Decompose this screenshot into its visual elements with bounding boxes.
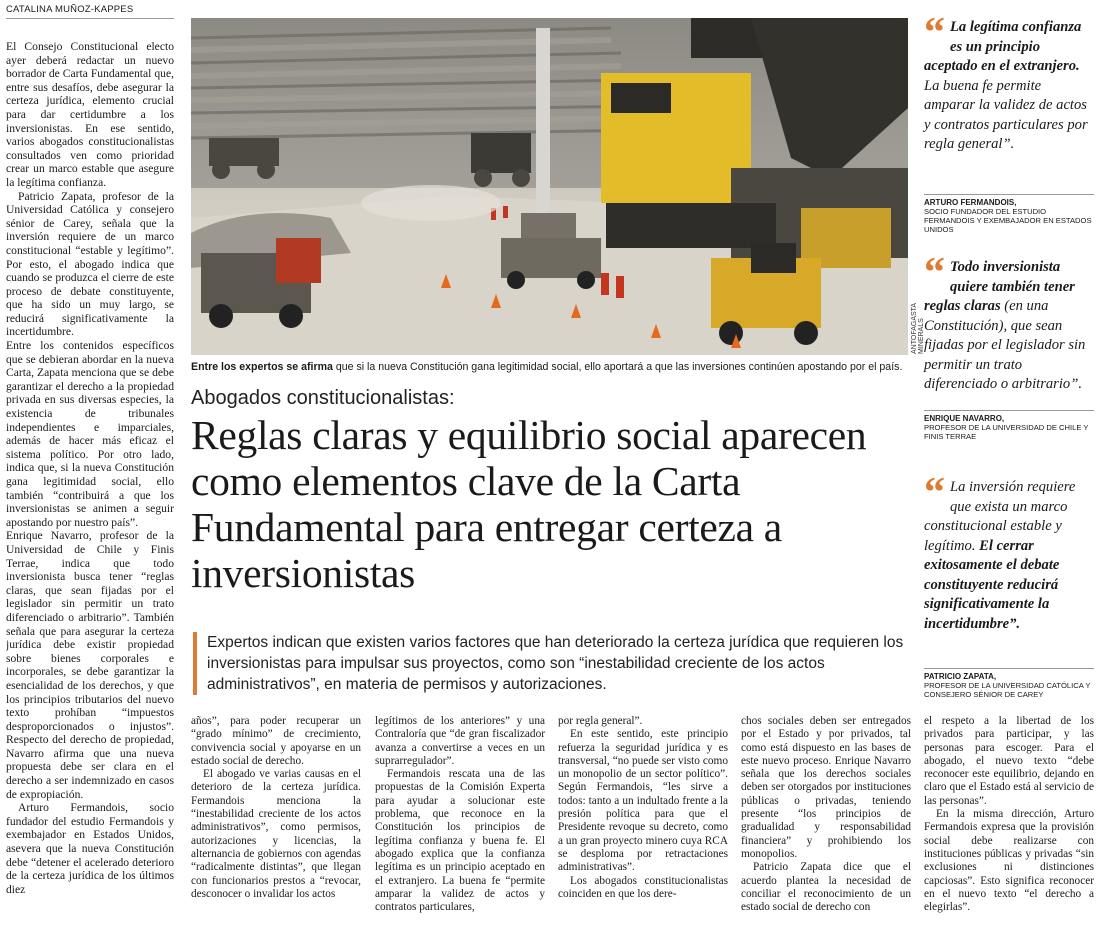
pull-quote bbox=[924, 470, 1094, 634]
quote-author: ARTURO FERMANDOIS, bbox=[924, 198, 1017, 207]
kicker: Abogados constitucionalistas: bbox=[191, 387, 455, 409]
paragraph: legítimos de los anteriores” y una Contraloría que “de gran fiscalizador avanza a convertirse a veces en un suprarregulador”. bbox=[375, 715, 545, 767]
photo-credit: ANTOFAGASTA MINERALS bbox=[911, 303, 925, 354]
paragraph: En este sentido, este principio refuerza la seguridad jurídica y es transversal, “no puede ser visto como un monopolio de un sector político”. Según Fermandois, “les sirve a todos: tanto a un indultado frente a la presión política para que el Presidente revoque su decreto, como a un gran proyecto minero cuya RCA se desploma por retractaciones administrativas”. bbox=[558, 728, 728, 874]
mining-photo bbox=[191, 18, 908, 355]
paragraph: por regla general”. bbox=[558, 715, 643, 727]
pull-quote bbox=[924, 250, 1094, 395]
quote-mark-icon: “ bbox=[924, 10, 945, 56]
quote-bold: La legítima confianza es un principio aceptado en el extranjero. bbox=[924, 19, 1082, 74]
paragraph: Arturo Fermandois, socio fundador del estudio Fermandois y exembajador en Estados Unidos, asevera que la nueva Constitución debe “detener el acelerado deterioro de la certeza jurídica de los últimos diez bbox=[6, 801, 174, 896]
paragraph: chos sociales deben ser entregados por el Estado y por privados, tal como está dispuesto en las bases de este nuevo proceso. Enrique Navarro señala que los derechos sociales deben ser otorgados por instituciones públicas o privadas, teniendo presente “los principios de gradualidad y responsabilidad financiera” y prohibiendo los monopolios. bbox=[741, 715, 911, 860]
quote-author-role: PROFESOR DE LA UNIVERSIDAD CATÓLICA Y CONSEJERO SÉNIOR DE CAREY bbox=[924, 681, 1091, 699]
quote-text: La inversión requiere que exista un marco constitucional estable y legítimo. bbox=[924, 479, 1076, 554]
paragraph: El Consejo Constitucional electo ayer deberá redactar un nuevo borrador de Carta Fundamental que, entre sus desafíos, debe asegurar la certeza jurídica, elemento crucial para dar certidumbre a los inversionistas. En ese sentido, varios abogados constitucionalistas consultados ven como prioridad crear un marco estable que asegure la legítima confianza. bbox=[6, 40, 174, 189]
caption-bold: Entre los expertos se afirma bbox=[191, 361, 333, 373]
quote-text: (en una Constitución), que sean fijadas por el legislador sin permitir un trato diferenciado o arbitrario”. bbox=[924, 298, 1086, 392]
article-column-2 bbox=[191, 715, 361, 927]
quote-author: PATRICIO ZAPATA, bbox=[924, 672, 997, 681]
quote-author: ENRIQUE NAVARRO, bbox=[924, 414, 1005, 423]
paragraph: Patricio Zapata, profesor de la Universidad Católica y consejero sénior de Carey, señala que la inversión requiere de un marco constitucional “estable y legítimo”. Por esto, el abogado indica que cuando se produzca el cierre de este proceso de debate constituyente, que ha sido un muy largo, se reducirá significativamente la incertidumbre. bbox=[6, 189, 174, 339]
paragraph: El abogado ve varias causas en el deterioro de la certeza jurídica. Fermandois menciona la “inestabilidad creciente de los actos administrativos”, como permisos, autorizaciones y licencias, la alternancia de gobiernos con agendas “radicalmente distintas”, que llegan con funcionarios prestos a “revocar, desconocer o invalidar los actos bbox=[191, 768, 361, 900]
paragraph: En la misma dirección, Arturo Fermandois expresa que la provisión social debe realizarse con instituciones públicas y privadas “sin exclusiones ni distinciones capciosas”. Esto significa reconocer en el nuevo texto “el derecho a elegirlas”. bbox=[924, 808, 1094, 914]
quote-mark-icon: “ bbox=[924, 250, 945, 296]
byline: CATALINA MUÑOZ-KAPPES bbox=[6, 4, 174, 19]
quote-author-role: SOCIO FUNDADOR DEL ESTUDIO FERMANDOIS Y EXEMBAJADOR EN ESTADOS UNIDOS bbox=[924, 207, 1092, 234]
quote-author-role: PROFESOR DE LA UNIVERSIDAD DE CHILE Y FINIS TERRAE bbox=[924, 423, 1089, 441]
article-column-4 bbox=[558, 715, 728, 927]
paragraph: Patricio Zapata dice que el acuerdo plantea la necesidad de conciliar el reconocimiento de un estado social de derecho con bbox=[741, 861, 911, 914]
paragraph: años”, para poder recuperar un “grado mínimo” de crecimiento, convivencia social y apoyarse en un estado social de derecho. bbox=[191, 715, 361, 767]
quote-attribution bbox=[924, 668, 1094, 699]
photo-caption bbox=[191, 361, 908, 374]
deck: Expertos indican que existen varios factores que han deteriorado la certeza jurídica que requieren los inversionistas para impulsar sus proyectos, como son “inestabilidad creciente de los actos administrativos”, en materia de permisos y autorizaciones. bbox=[193, 632, 907, 695]
quote-mark-icon: “ bbox=[924, 470, 945, 516]
paragraph: Los abogados constitucionalistas coinciden en que los dere- bbox=[558, 874, 728, 900]
article-column-3 bbox=[375, 715, 545, 927]
headline: Reglas claras y equilibrio social aparecen como elementos clave de la Carta Fundamental para entregar certeza a inversionistas bbox=[191, 412, 867, 596]
quote-attribution bbox=[924, 194, 1094, 234]
article-column-1 bbox=[6, 40, 174, 925]
paragraph: Enrique Navarro, profesor de la Universidad de Chile y Finis Terrae, indica que todo inversionista busca tener “reglas claras, que sean fijadas por el legislador sin permitir un trato diferenciado o arbitrario”. También señala que para asegurar la certeza jurídica debe existir propiedad sobre bienes corporales e incorporales, se debe garantizar la esencialidad de los derechos, y que los principios tributarios del nuevo texto prohíban “impuestos desproporcionados o injustos”. Respecto del derecho de propiedad, Navarro afirma que una nueva propuesta debe ser clara en el derecho a ser indemnizado en casos de expropiación. bbox=[6, 529, 174, 801]
caption-text: que si la nueva Constitución gana legitimidad social, ello aportará a que las inversiones continúen apostando por el país. bbox=[332, 361, 903, 373]
quote-text: La buena fe permite amparar la validez de actos y contratos particulares por regla general”. bbox=[924, 77, 1088, 152]
paragraph: Entre los contenidos específicos que se debieran abordar en la nueva Carta, Zapata menciona que se debe garantizar el derecho a la propiedad privada en sus diversas especies, la existencia de tribunales independientes e imparciales, además de hacer más eficaz el sistema político. Por otro lado, indica que, si la nueva Constitución gana legitimidad social, ello también “contribuirá a que los inversionistas se animen a seguir apostando por nuestro país”. bbox=[6, 339, 174, 529]
article-column-6 bbox=[924, 715, 1094, 927]
quote-bold: El cerrar exitosamente el debate constituyente reducirá significativamente la incertidumbre”. bbox=[924, 537, 1060, 632]
pull-quote bbox=[924, 10, 1094, 155]
quote-bold: Todo inversionista quiere también tener reglas claras bbox=[924, 259, 1075, 314]
quote-attribution bbox=[924, 410, 1094, 441]
paragraph: el respeto a la libertad de los privados para participar, y las personas para escoger. Para el abogado, el nuevo texto “debe reconocer este equilibrio, dejando en claro que el Estado está al servicio de las personas”. bbox=[924, 715, 1094, 807]
article-column-5 bbox=[741, 715, 911, 927]
paragraph: Fermandois rescata una de las propuestas de la Comisión Experta para ayudar a solucionar este problema, que reconoce en la Constitución los principios de legítima confianza y buena fe. El abogado explica que la confianza legítima es un principio aceptado en el extranjero. La buena fe “permite amparar la validez de actos y contratos particulares, bbox=[375, 768, 545, 914]
